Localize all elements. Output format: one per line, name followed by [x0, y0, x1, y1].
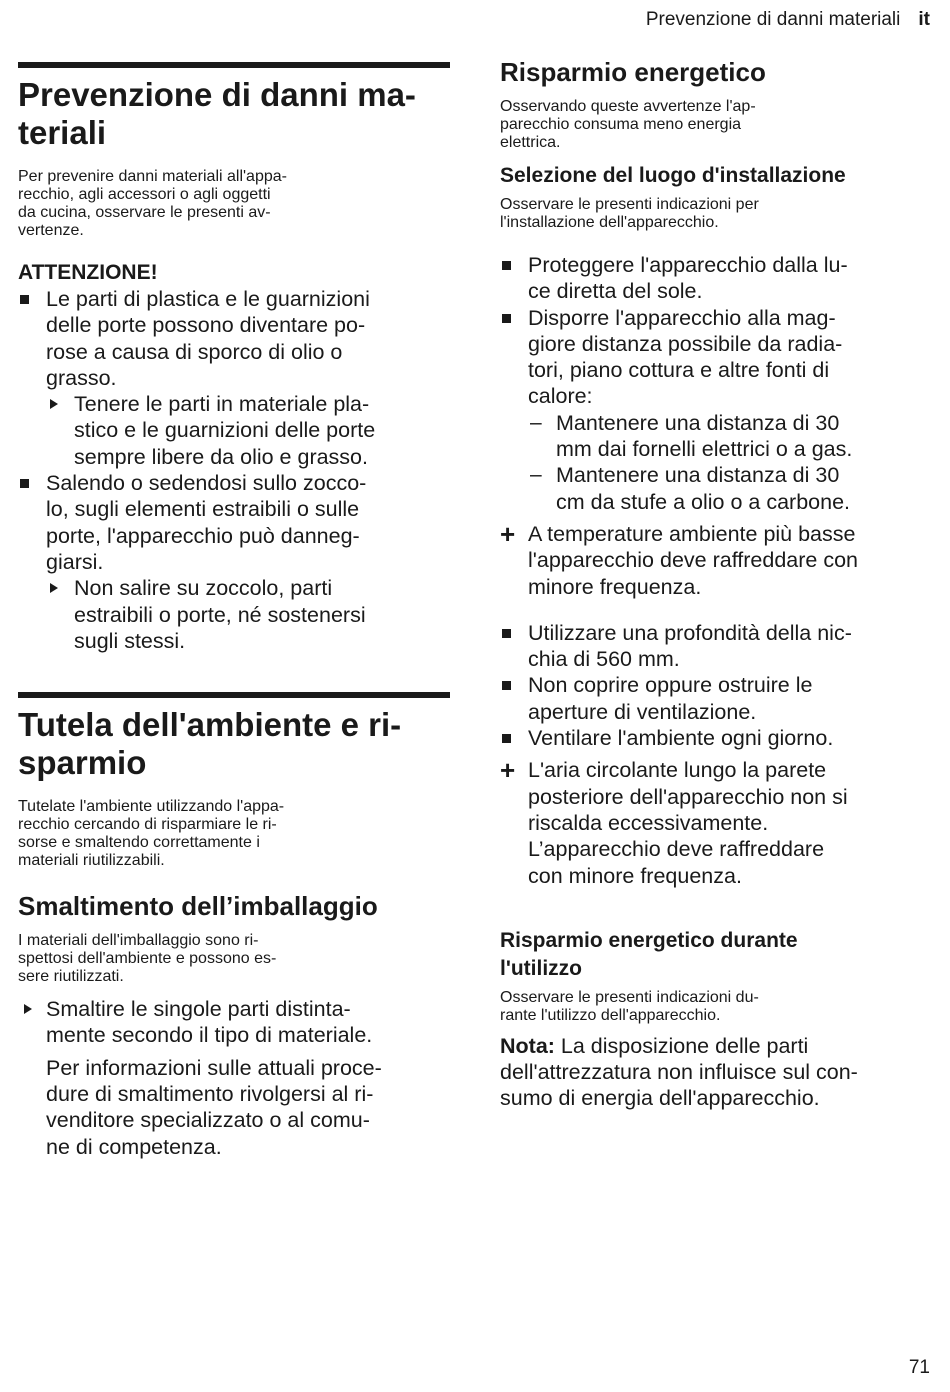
- action-text: Tenere le parti in materiale pla- stico e le guarnizioni delle porte sempre libere da olio e grasso.: [74, 392, 376, 469]
- warning-list: [18, 286, 450, 654]
- subsection-title-packaging: Smaltimento dell’imballaggio: [18, 891, 378, 922]
- list-item: [500, 725, 932, 751]
- arrow-right-icon: [50, 583, 58, 593]
- energy-intro: Osservando queste avvertenze l'ap- parecchio consuma meno energia elettrica.: [500, 98, 756, 151]
- list-item-text: Utilizzare una profondità della nic- chia di 560 mm.: [528, 620, 852, 672]
- list-item-text: Non coprire oppure ostruire le aperture di ventilazione.: [528, 673, 813, 724]
- environment-intro: Tutelate l'ambiente utilizzando l'appa- recchio cercando di risparmiare le ri- sorse e smaltendo correttamente i materiali riutilizzabili.: [18, 798, 285, 870]
- damage-intro: Per prevenire danni materiali all'appa- recchio, agli accessori o agli oggetti da cucina, osservare le presenti av- vertenze.: [18, 168, 287, 239]
- subsection-title-usage: Risparmio energetico durante l'utilizzo: [500, 928, 798, 980]
- section-rule: [18, 62, 450, 68]
- right-column: [500, 56, 932, 1112]
- section-rule: [18, 692, 450, 698]
- dash-item-text: Mantenere una distanza di 30 cm da stufe a olio o a carbone.: [556, 463, 851, 514]
- arrow-right-icon: [24, 1004, 32, 1014]
- action-item: [46, 575, 450, 654]
- tip-block: [500, 518, 932, 600]
- action-item: [46, 391, 450, 470]
- disposal-note: Per informazioni sulle attuali proce- dure di smaltimento rivolgersi al ri- venditore specializzato o al comu- ne di competenza.: [46, 1055, 382, 1159]
- header-section-title: Prevenzione di danni materiali: [645, 9, 901, 30]
- square-bullet-icon: [20, 295, 29, 304]
- list-item-text: Ventilare l'ambiente ogni giorno.: [528, 726, 834, 751]
- dash-item: [528, 410, 932, 463]
- disposal-step: [18, 996, 450, 1049]
- list-item: [18, 470, 450, 654]
- dash-icon: –: [530, 463, 542, 487]
- square-bullet-icon: [20, 479, 29, 488]
- page-header: [646, 8, 930, 32]
- plus-icon: +: [500, 518, 516, 549]
- list-item: [500, 672, 932, 725]
- tip-text: L'aria circolante lungo la parete posteriore dell'apparecchio non si riscalda eccessivamente. L’apparecchio deve raffreddare con minore frequenza.: [528, 758, 848, 888]
- list-item-text: Proteggere l'apparecchio dalla lu- ce diretta del sole.: [528, 253, 848, 304]
- plus-icon: +: [500, 755, 516, 786]
- dash-icon: –: [530, 410, 542, 434]
- subsection-title-location: Selezione del luogo d'installazione: [500, 164, 846, 187]
- packaging-intro: I materiali dell'imballaggio sono ri- spettosi dell'ambiente e possono es- sere riutilizzati.: [18, 932, 277, 986]
- section-title-damage: Prevenzione di danni ma- teriali: [18, 76, 416, 151]
- list-item-text: Le parti di plastica e le guarnizioni delle porte possono diventare po- rose a causa di sporco di olio o grasso.: [46, 287, 370, 390]
- dash-item-text: Mantenere una distanza di 30 mm dai fornelli elettrici o a gas.: [556, 410, 853, 462]
- location-list-1: [500, 252, 932, 515]
- usage-intro: Osservare le presenti indicazioni du- rante l'utilizzo dell'apparecchio.: [500, 988, 759, 1024]
- list-item-text: Salendo o sedendosi sullo zocco- lo, sugli elementi estraibili o sulle porte, l'apparecchio può danneg- giarsi.: [46, 471, 367, 574]
- square-bullet-icon: [502, 629, 511, 638]
- action-text: Non salire su zoccolo, parti estraibili o porte, né sostenersi sugli stessi.: [74, 576, 366, 653]
- list-item-text: Disporre l'apparecchio alla mag- giore distanza possibile da radia- tori, piano cottura e altre fonti di calore:: [528, 305, 843, 409]
- left-column: [18, 62, 450, 1160]
- location-intro: Osservare le presenti indicazioni per l'installazione dell'apparecchio.: [500, 196, 759, 231]
- subsection-title-energy: Risparmio energetico: [500, 57, 766, 87]
- tip-text: A temperature ambiente più basse l'apparecchio deve raffreddare con minore frequenza.: [528, 521, 859, 599]
- page-number: 71: [908, 1357, 930, 1378]
- language-code: it: [918, 9, 930, 30]
- list-item: [500, 252, 932, 305]
- list-item: [500, 305, 932, 515]
- usage-note: [500, 1033, 932, 1112]
- step-text: Smaltire le singole parti distinta- mente secondo il tipo di materiale.: [46, 997, 373, 1048]
- note-label: Nota:: [500, 1033, 555, 1058]
- square-bullet-icon: [502, 261, 511, 270]
- warning-title: ATTENZIONE!: [18, 261, 158, 284]
- square-bullet-icon: [502, 734, 511, 743]
- arrow-right-icon: [50, 399, 58, 409]
- note-text: La disposizione delle parti dell'attrezzatura non influisce sul con- sumo di energia dell'apparecchio.: [500, 1033, 858, 1111]
- tip-block: [500, 757, 932, 888]
- list-item: [500, 620, 932, 673]
- square-bullet-icon: [502, 681, 511, 690]
- dash-item: [528, 462, 932, 515]
- square-bullet-icon: [502, 314, 511, 323]
- location-list-2: [500, 620, 932, 751]
- list-item: [18, 286, 450, 470]
- section-title-environment: Tutela dell'ambiente e ri- sparmio: [18, 706, 402, 782]
